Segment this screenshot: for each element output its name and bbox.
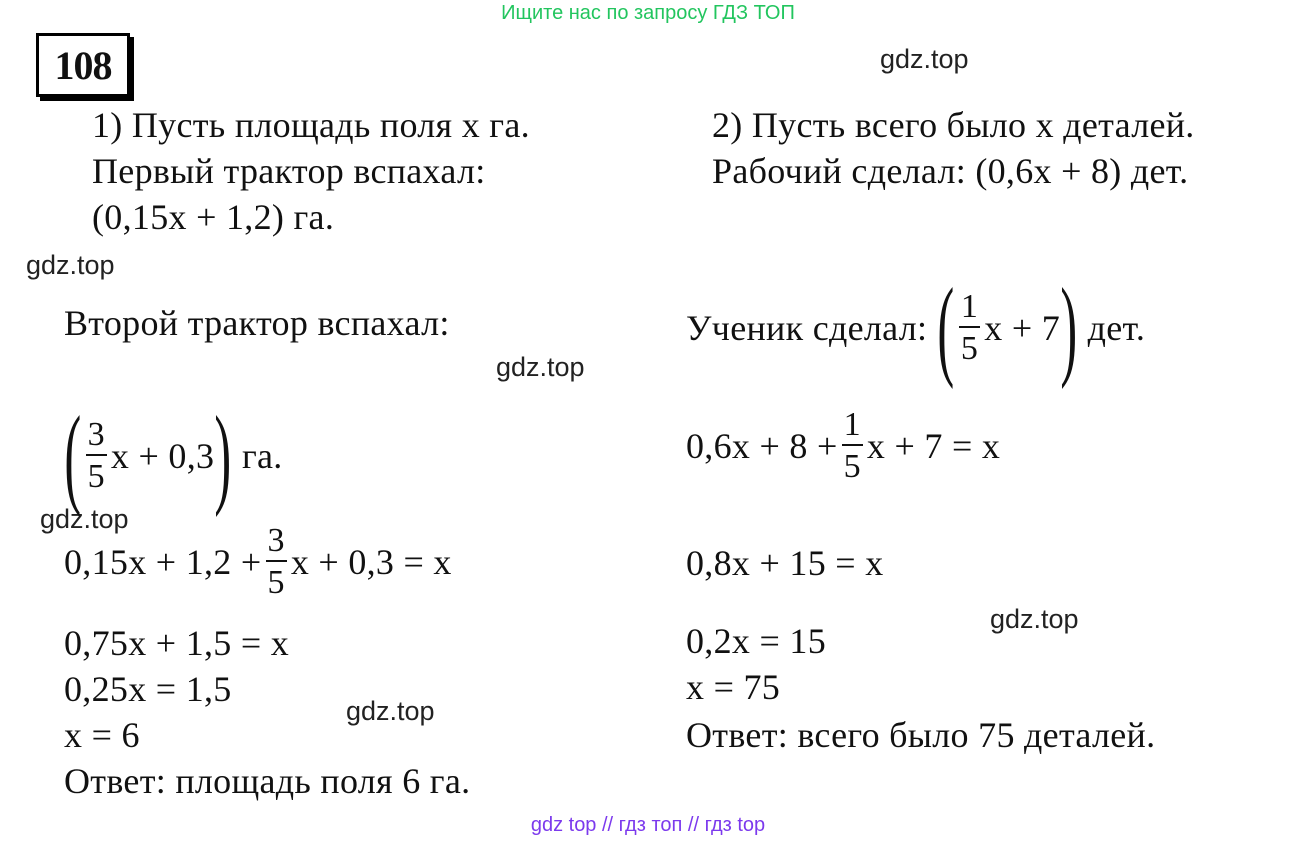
equation-right: x + 0,3 = x [290, 542, 452, 582]
left-equation [64, 524, 452, 600]
watermark: gdz.top [990, 604, 1079, 634]
watermark: gdz.top [346, 696, 435, 726]
equation-right: x + 7 = x [866, 426, 1001, 466]
fraction-numerator: 1 [959, 290, 980, 328]
right-paren: ) [1060, 266, 1078, 390]
left-line-4: Второй трактор вспахал: [64, 303, 450, 343]
fraction-denominator: 5 [87, 458, 105, 495]
equation-left: 0,15x + 1,2 + [64, 542, 262, 582]
right-equation [686, 408, 1000, 484]
watermark: gdz.top [880, 44, 969, 74]
fraction-denominator: 5 [960, 330, 979, 367]
equation-left: 0,6x + 8 + [686, 426, 838, 466]
right-step-1: 0,8x + 15 = x [686, 543, 884, 583]
fraction-numerator: 3 [266, 524, 287, 562]
left-expression [64, 394, 283, 518]
fraction-denominator: 5 [267, 564, 285, 601]
expression-rest: x + 0,3 [110, 436, 215, 476]
fraction-numerator: 3 [86, 418, 107, 456]
fraction-numerator: 1 [842, 408, 863, 446]
left-line-2: Первый трактор вспахал: [92, 151, 486, 191]
right-line-2: Рабочий сделал: (0,6x + 8) дет. [712, 151, 1189, 191]
top-banner: Ищите нас по запросу ГДЗ ТОП [501, 2, 795, 24]
watermark: gdz.top [40, 504, 129, 534]
watermark: gdz.top [496, 352, 585, 382]
right-paren: ) [214, 394, 232, 518]
left-line-1: 1) Пусть площадь поля x га. [92, 105, 530, 145]
left-line-3: (0,15x + 1,2) га. [92, 197, 335, 237]
fraction [266, 524, 287, 600]
left-paren: ( [937, 266, 955, 390]
expression-unit: га. [241, 436, 283, 476]
left-step-2: 0,25x = 1,5 [64, 669, 232, 709]
right-line-3 [686, 266, 1146, 390]
fraction [959, 290, 980, 366]
expression-unit: дет. [1087, 308, 1146, 348]
fraction [842, 408, 863, 484]
left-step-3: x = 6 [64, 715, 140, 755]
expression-rest: x + 7 [984, 308, 1061, 348]
problem-number: 108 [36, 33, 130, 97]
left-answer: Ответ: площадь поля 6 га. [64, 761, 471, 801]
left-paren: ( [64, 394, 82, 518]
footer-links[interactable]: gdz top // гдз топ // гдз top [530, 814, 766, 836]
left-step-1: 0,75x + 1,5 = x [64, 623, 290, 663]
fraction-denominator: 5 [843, 448, 861, 485]
right-step-2: 0,2x = 15 [686, 621, 827, 661]
right-answer: Ответ: всего было 75 деталей. [686, 715, 1156, 755]
right-step-3: x = 75 [686, 667, 781, 707]
line-prefix: Ученик сделал: [686, 308, 928, 348]
right-line-1: 2) Пусть всего было x деталей. [712, 105, 1195, 145]
fraction [86, 418, 107, 494]
watermark: gdz.top [26, 250, 115, 280]
